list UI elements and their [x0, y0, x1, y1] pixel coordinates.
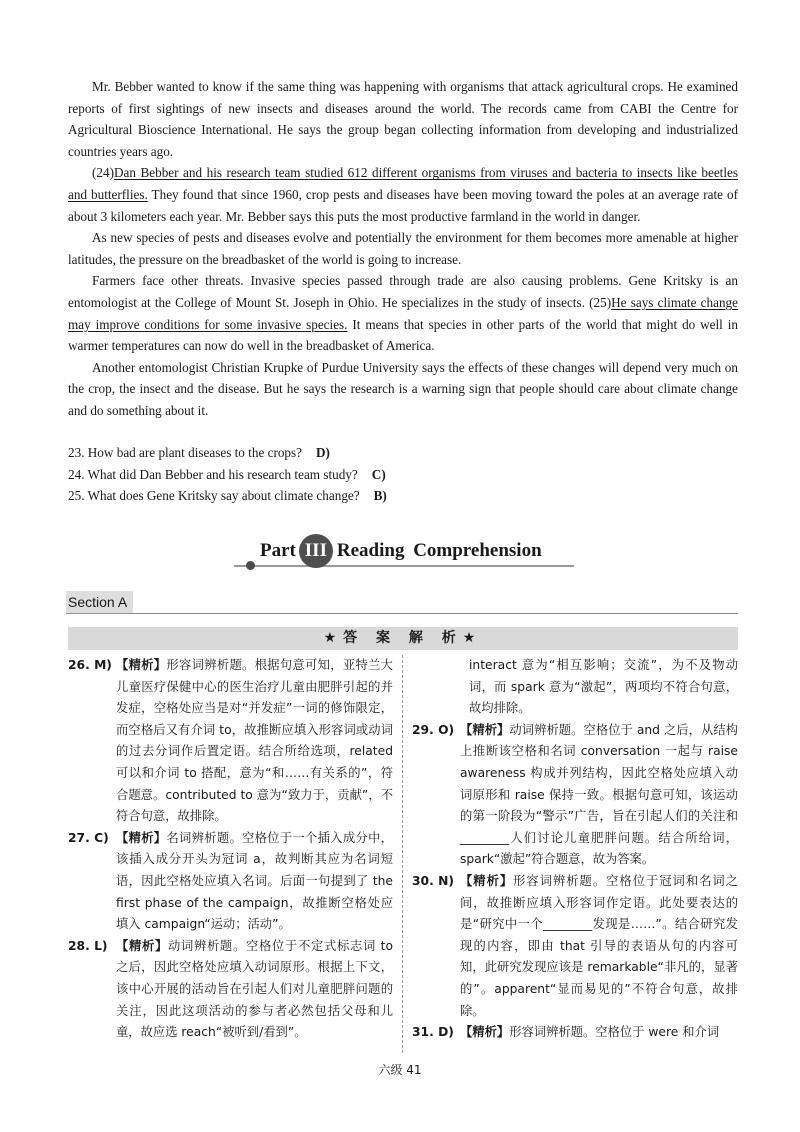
question-item	[68, 485, 738, 507]
question-answer: B)	[373, 488, 387, 504]
answers-title-bar: ★答 案 解 析★	[68, 627, 738, 650]
section-header	[66, 589, 738, 614]
explanation-text: 形容词辨析题。空格位于 were 和介词	[509, 1025, 720, 1040]
passage-paragraph: Another entomologist Christian Krupke of Purdue University says the effects of these changes will depend very much on the crop, the insect and the disease. But he says the research is a warning sign that people should care about climate change and do something about it.	[68, 359, 738, 418]
question-answer: D)	[316, 445, 330, 460]
explanation-item	[412, 871, 738, 1022]
listening-passage	[68, 76, 738, 422]
passage-paragraph: As new species of pests and diseases evolve and potentially the environment for them becomes more amenable at higher latitudes, the pressure on the breadbasket of the world is going to increase.	[68, 230, 738, 267]
part-dot-icon	[246, 561, 255, 570]
explanation-continuation: interact 意为“相互影响；交流”，为不及物动词，而 spark 意为“激起”，两项均不符合句意，故均排除。	[469, 658, 738, 716]
question-answer: C)	[371, 466, 386, 482]
explanation-item	[68, 936, 393, 1044]
question-item	[68, 442, 738, 464]
explanation-item	[68, 828, 393, 936]
question-text: 23. How bad are plant diseases to the crops?	[68, 445, 303, 460]
part-heading: Reading Comprehension	[336, 540, 542, 561]
passage-paragraph: Farmers face other threats. Invasive species passed through trade are also causing problems. Gene Kritsky is an entomologist at the College of Mount St. Joseph in Ohio. He specializes in the study of insects. (25)He says climate change may improve conditions for some invasive species. It means that species in other parts of the world that might do well in warmer temperatures can now do well in the breadbasket of America.	[68, 273, 739, 354]
analysis-tag: 【精析】	[460, 722, 510, 737]
passage-paragraph: (24)Dan Bebber and his research team studied 612 different organisms from viruses and bacteria to insects like beetles and butterflies. They found that since 1960, crop pests and diseases have been moving toward the poles at an average rate of about 3 kilometers each year. Mr. Bebber says this puts the most productive farmland in the world in danger.	[68, 165, 738, 224]
passage-paragraph: Mr. Bebber wanted to know if the same thing was happening with organisms that attack agricultural crops. He examined reports of first sightings of new insects and diseases around the world. The records came from CABI the Centre for Agricultural Bioscience International. He says the group began collecting information from developing and industrialized countries years ago.	[68, 79, 738, 159]
question-text: 24. What did Dan Bebber and his research team study?	[68, 466, 358, 482]
explanation-text: 动词辨析题。空格位于不定式标志词 to 之后，因此空格处应填入动词原形。根据上下文，该中心开展的活动旨在引起人们对儿童肥胖问题的关注，因此这项活动的参与者必然包括父母和儿童，故应选 reach“被听到/看到”。	[116, 938, 393, 1040]
section-label: Section A	[66, 591, 133, 613]
question-list	[68, 442, 738, 507]
part-header	[234, 528, 574, 574]
explanations-right-column	[412, 655, 738, 1044]
item-number: 26. M)	[68, 658, 112, 672]
explanation-item	[412, 720, 738, 871]
explanation-text: 形容词辨析题。根据句意可知，亚特兰大儿童医疗保健中心的医生治疗儿童由肥胖引起的并发症，空格处应当是对“并发症”一词的修饰限定，而空格后又有介词 to，故推断应填入形容词或动词的过去分词作后置定语。结合所给选项，related 可以和介词 to 搭配，意为“和……有关系的”，符合题意。contributed to 意为“致力于，贡献”，不符合句意，故排除。	[116, 658, 393, 824]
question-text: 25. What does Gene Kritsky say about climate change?	[68, 488, 360, 504]
part-word: Part	[260, 540, 296, 561]
part-title	[260, 534, 542, 568]
column-divider	[402, 655, 403, 1053]
explanations-left-column	[68, 655, 393, 1044]
explanation-item	[412, 1022, 738, 1044]
analysis-tag: 【精析】	[116, 938, 169, 953]
item-number: 27. C)	[68, 830, 109, 845]
explanation-text: 名词辨析题。空格位于一个插入成分中，该插入成分开头为冠词 a，故判断其应为名词短语，因此空格处应填入名词。后面一句提到了 the first phase of the campaign，故推断空格处应填入 campaign“运动；活动”。	[116, 830, 393, 932]
item-number: 28. L)	[68, 938, 108, 953]
item-number: 31. D)	[412, 1025, 454, 1040]
underlined-answer-sentence: He says climate change may improve conditions for some invasive species.	[68, 294, 739, 332]
analysis-tag: 【精析】	[116, 830, 167, 845]
explanation-item	[68, 655, 393, 828]
analysis-tag: 【精析】	[460, 1025, 510, 1040]
question-item	[68, 464, 738, 486]
underlined-answer-sentence: Dan Bebber and his research team studied 612 different organisms from viruses and bacteria to insects like beetles and butterflies.	[68, 165, 738, 202]
question-marker: (24)	[92, 165, 114, 181]
explanation-text: 形容词辨析题。空格位于冠词和名词之间，故推断应填入形容词作定语。此处要表达的是“研究中一个________发现是……”。结合研究发现的内容，即由 that 引导的表语从句的内容可知，此研究发现应该是 remarkable“非凡的，显著的”。apparent“显而易见的”不符合句意，故排除。	[460, 873, 738, 1018]
item-number: 30. N)	[412, 873, 454, 888]
explanation-text: 动词辨析题。空格位于 and 之后，从结构上推断该空格和名词 conversation 一起与 raise awareness 构成并列结构，因此空格处应填入动词原形和 raise 保持一致。根据句意可知，该运动的第一阶段为“警示”广告，旨在引起人们的关注和________人们讨论儿童肥胖问题。结合所给词，spark“激起”符合题意，故为答案。	[460, 722, 738, 867]
analysis-tag: 【精析】	[116, 658, 167, 672]
page-number: 六级 41	[378, 1063, 422, 1077]
item-number: 29. O)	[412, 722, 455, 737]
question-marker: (25)	[589, 294, 612, 310]
analysis-tag: 【精析】	[460, 873, 514, 888]
part-numeral-badge: III	[299, 534, 333, 568]
